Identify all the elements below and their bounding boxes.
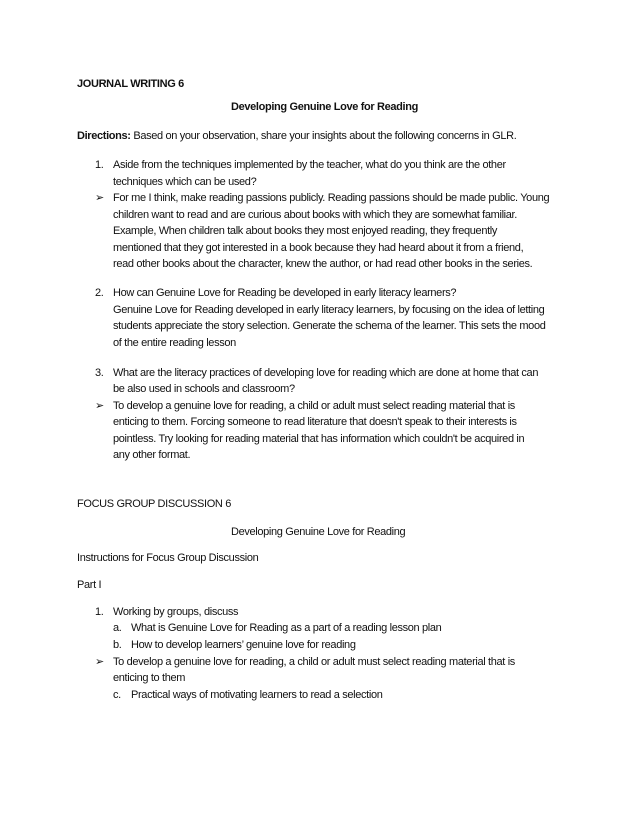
focus-answer-line: To develop a genuine love for reading, a child or adult must select reading material that is <box>113 656 515 668</box>
directions <box>77 128 516 144</box>
journal-title: Developing Genuine Love for Reading <box>231 101 418 113</box>
arrow-bullet-icon: ➢ <box>95 656 104 668</box>
directions-label: Directions: <box>77 130 131 142</box>
q1-number: 1. <box>95 159 104 171</box>
focus-instructions: Instructions for Focus Group Discussion <box>77 552 259 564</box>
a3-line: any other format. <box>113 449 191 461</box>
q1-line: Aside from the techniques implemented by the teacher, what do you think are the other <box>113 159 506 171</box>
directions-text: Based on your observation, share your insights about the following concerns in GLR. <box>133 130 517 142</box>
journal-heading: JOURNAL WRITING 6 <box>77 78 184 90</box>
a1-line: read other books about the character, knew the author, or had read other books in the series. <box>113 258 533 270</box>
q2-line: How can Genuine Love for Reading be developed in early literacy learners? <box>113 287 457 299</box>
sub-c-letter: c. <box>113 689 121 701</box>
focus-item1-number: 1. <box>95 606 104 618</box>
focus-title: Developing Genuine Love for Reading <box>231 526 406 538</box>
q3-line: be also used in schools and classroom? <box>113 383 295 395</box>
focus-item1-text: Working by groups, discuss <box>113 606 239 618</box>
sub-a-text: What is Genuine Love for Reading as a part of a reading lesson plan <box>131 622 442 634</box>
q3-number: 3. <box>95 367 104 379</box>
sub-b-letter: b. <box>113 639 122 651</box>
a3-line: enticing to them. Forcing someone to read literature that doesn't speak to their interests is <box>113 416 517 428</box>
sub-b-text: How to develop learners’ genuine love for reading <box>131 639 356 651</box>
q2-line: Genuine Love for Reading developed in early literacy learners, by focusing on the idea of letting <box>113 304 545 316</box>
a1-line: Example, When children talk about books they most enjoyed reading, they frequently <box>113 225 498 237</box>
focus-heading: FOCUS GROUP DISCUSSION 6 <box>77 498 231 510</box>
sub-c-text: Practical ways of motivating learners to read a selection <box>131 689 383 701</box>
arrow-bullet-icon: ➢ <box>95 400 104 412</box>
sub-a-letter: a. <box>113 622 122 634</box>
a3-line: pointless. Try looking for reading material that has information which couldn't be acquired in <box>113 433 525 445</box>
focus-answer-line: enticing to them <box>113 672 186 684</box>
focus-part-label: Part I <box>77 579 102 591</box>
a1-line: For me I think, make reading passions publicly. Reading passions should be made public. Young <box>113 192 550 204</box>
a1-line: mentioned that they got interested in a book because they had heard about it from a friend, <box>113 242 524 254</box>
arrow-bullet-icon: ➢ <box>95 192 104 204</box>
q3-line: What are the literacy practices of developing love for reading which are done at home that can <box>113 367 539 379</box>
q2-line: of the entire reading lesson <box>113 337 236 349</box>
a1-line: children want to read and are curious about books with which they are somewhat familiar. <box>113 209 517 221</box>
q1-line: techniques which can be used? <box>113 176 257 188</box>
a3-line: To develop a genuine love for reading, a child or adult must select reading material that is <box>113 400 515 412</box>
q2-line: students appreciate the story selection. Generate the schema of the learner. This sets the mood <box>113 320 546 332</box>
q2-number: 2. <box>95 287 104 299</box>
